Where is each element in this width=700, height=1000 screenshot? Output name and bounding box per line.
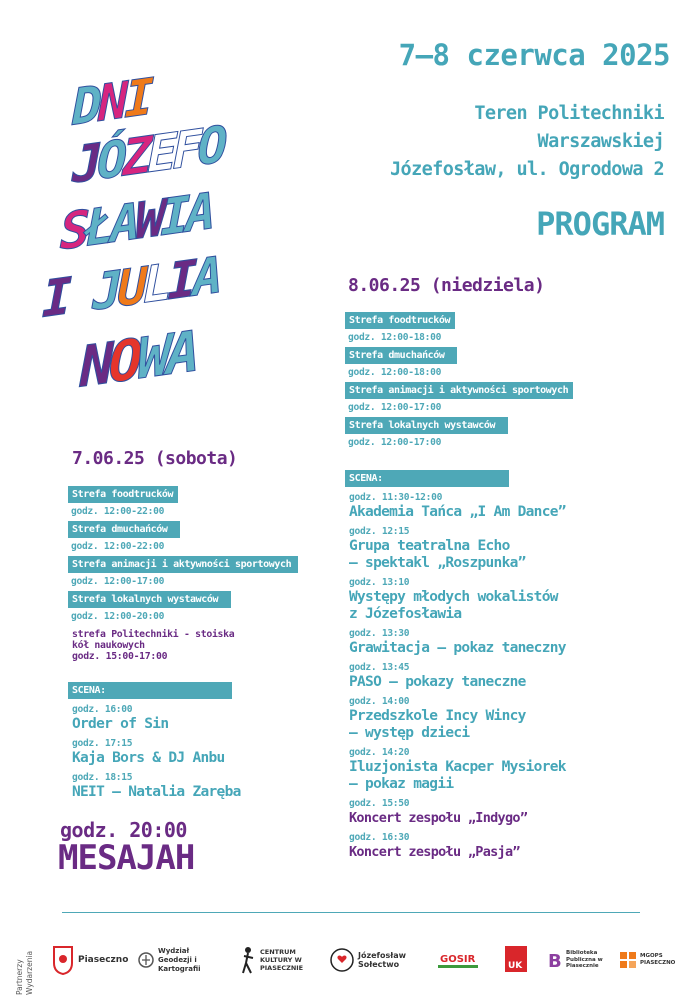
venue-address xyxy=(390,100,664,184)
mgops-icon xyxy=(620,952,636,968)
stage-hour: godz. 13:30 xyxy=(349,628,410,639)
partners-label xyxy=(10,935,50,995)
zone-bar: Strefa dmuchańców xyxy=(345,347,457,364)
partner-centrum-kultury[interactable] xyxy=(240,942,312,978)
stage-act: Iluzjonista Kacper Mysiorek xyxy=(349,759,566,775)
partners-label-line: Partnerzy xyxy=(15,959,24,995)
partner-mgops[interactable] xyxy=(620,942,676,978)
stage-act: Kaja Bors & DJ Anbu xyxy=(72,750,225,766)
event-date: 7–8 czerwca 2025 xyxy=(398,38,670,72)
library-icon xyxy=(548,949,562,971)
stage-act: z Józefosławia xyxy=(349,606,462,622)
headliner-hour: godz. 20:00 xyxy=(60,818,187,842)
stage-act: Grupa teatralna Echo xyxy=(349,538,510,554)
stage-act: PASO – pokazy taneczne xyxy=(349,674,526,690)
dancer-icon xyxy=(240,945,256,975)
sunday-title: 8.06.25 (niedziela) xyxy=(348,275,545,296)
gosir-icon xyxy=(438,950,478,970)
zone-hours: godz. 12:00-17:00 xyxy=(348,402,442,413)
saturday-zones xyxy=(68,486,298,626)
festival-logo xyxy=(20,30,300,430)
extra-line: strefa Politechniki - stoiska xyxy=(72,629,235,640)
zone-hours: godz. 12:00-22:00 xyxy=(71,541,165,552)
zone-hours: godz. 12:00-18:00 xyxy=(348,367,442,378)
partner-name: CENTRUM KULTURY W PIASECZNIE xyxy=(260,948,304,972)
zone-hours: godz. 12:00-17:00 xyxy=(348,437,442,448)
footer-divider xyxy=(62,912,640,913)
stage-hour: godz. 14:20 xyxy=(349,747,410,758)
partner-wgik[interactable] xyxy=(138,942,220,978)
logo-line: JÓZEFO xyxy=(72,114,223,195)
svg-text:B: B xyxy=(548,951,562,971)
venue-line: Teren Politechniki xyxy=(474,103,664,124)
stage-act: Występy młodych wokalistów xyxy=(349,589,558,605)
zone-hours: godz. 12:00-18:00 xyxy=(348,332,442,343)
extra-line: godz. 15:00-17:00 xyxy=(72,651,168,662)
puk-text: UK xyxy=(508,961,523,971)
saturday-stage xyxy=(72,703,241,801)
stage-act: – występ dzieci xyxy=(349,725,470,741)
stage-hour: godz. 15:50 xyxy=(349,798,410,809)
zone-bar: Strefa lokalnych wystawców xyxy=(68,591,231,608)
zone-bar: Strefa lokalnych wystawców xyxy=(345,417,508,434)
zone-hours: godz. 12:00-20:00 xyxy=(71,611,165,622)
saturday-title: 7.06.25 (sobota) xyxy=(72,448,238,469)
extra-line: kół naukowych xyxy=(72,640,145,651)
sunday-stage xyxy=(349,491,669,861)
venue-line: Józefosław, ul. Ogrodowa 2 xyxy=(390,159,664,180)
partner-piaseczno[interactable] xyxy=(52,942,128,978)
stage-act: NEIT – Natalia Zaręba xyxy=(72,784,241,800)
stage-hour: godz. 14:00 xyxy=(349,696,410,707)
stage-hour: godz. 17:15 xyxy=(72,738,133,749)
logo-line: DNI xyxy=(72,66,151,137)
program-heading: PROGRAM xyxy=(536,205,664,243)
zone-bar: Strefa foodtrucków xyxy=(345,312,455,329)
zone-bar: Strefa animacji i aktywności sportowych xyxy=(68,556,298,573)
stage-hour: godz. 18:15 xyxy=(72,772,133,783)
partner-gosir[interactable] xyxy=(438,942,478,978)
university-icon xyxy=(138,949,154,971)
partner-name: Józefosław Sołectwo xyxy=(358,951,407,969)
zone-hours: godz. 12:00-17:00 xyxy=(71,576,165,587)
stage-act: Akademia Tańca „I Am Dance” xyxy=(349,504,566,520)
partner-puk[interactable] xyxy=(505,942,527,978)
crest-icon xyxy=(52,945,74,975)
stage-act: Koncert zespołu „Indygo” xyxy=(349,810,528,826)
partner-name: Biblioteka Publiczna w Piasecznie xyxy=(566,950,603,970)
logo-line: SŁAWIA xyxy=(60,181,211,262)
headliner-name: MESAJAH xyxy=(58,838,195,878)
stage-hour: godz. 13:10 xyxy=(349,577,410,588)
stage-act: Koncert zespołu „Pasja” xyxy=(349,844,520,860)
puk-icon xyxy=(505,946,527,974)
partners-label-line: Wydarzenia xyxy=(25,950,34,995)
logo-line: NOWA xyxy=(80,319,195,401)
politechnika-zone xyxy=(72,629,234,662)
gosir-text: GOSIR xyxy=(440,954,476,965)
stage-label: SCENA: xyxy=(68,682,232,699)
partner-name: Piaseczno xyxy=(78,955,129,965)
stage-hour: godz. 12:15 xyxy=(349,526,410,537)
stage-act: Order of Sin xyxy=(72,716,169,732)
stage-act: – pokaz magii xyxy=(349,776,454,792)
zone-bar: Strefa foodtrucków xyxy=(68,486,178,503)
zone-hours: godz. 12:00-22:00 xyxy=(71,506,165,517)
stage-hour: godz. 11:30-12:00 xyxy=(349,492,443,503)
stage-act: Grawitacja – pokaz taneczny xyxy=(349,640,566,656)
logo-line: I JULIA xyxy=(42,245,218,329)
stage-hour: godz. 13:45 xyxy=(349,662,410,673)
venue-line: Warszawskiej xyxy=(537,131,664,152)
stage-label: SCENA: xyxy=(345,470,509,487)
zone-bar: Strefa dmuchańców xyxy=(68,521,180,538)
i-love-jo-icon xyxy=(330,948,354,972)
sunday-zones xyxy=(345,312,575,452)
partner-name: Wydział Geodezji i Kartografii xyxy=(158,946,201,973)
partner-name: MGOPS PIASECZNO xyxy=(640,953,676,966)
stage-act: – spektakl „Roszpunka” xyxy=(349,555,526,571)
partner-jozefoslaw[interactable] xyxy=(330,942,416,978)
stage-hour: godz. 16:30 xyxy=(349,832,410,843)
partner-biblioteka[interactable] xyxy=(548,942,604,978)
stage-hour: godz. 16:00 xyxy=(72,704,133,715)
stage-act: Przedszkole Incy Wincy xyxy=(349,708,526,724)
zone-bar: Strefa animacji i aktywności sportowych xyxy=(345,382,573,399)
